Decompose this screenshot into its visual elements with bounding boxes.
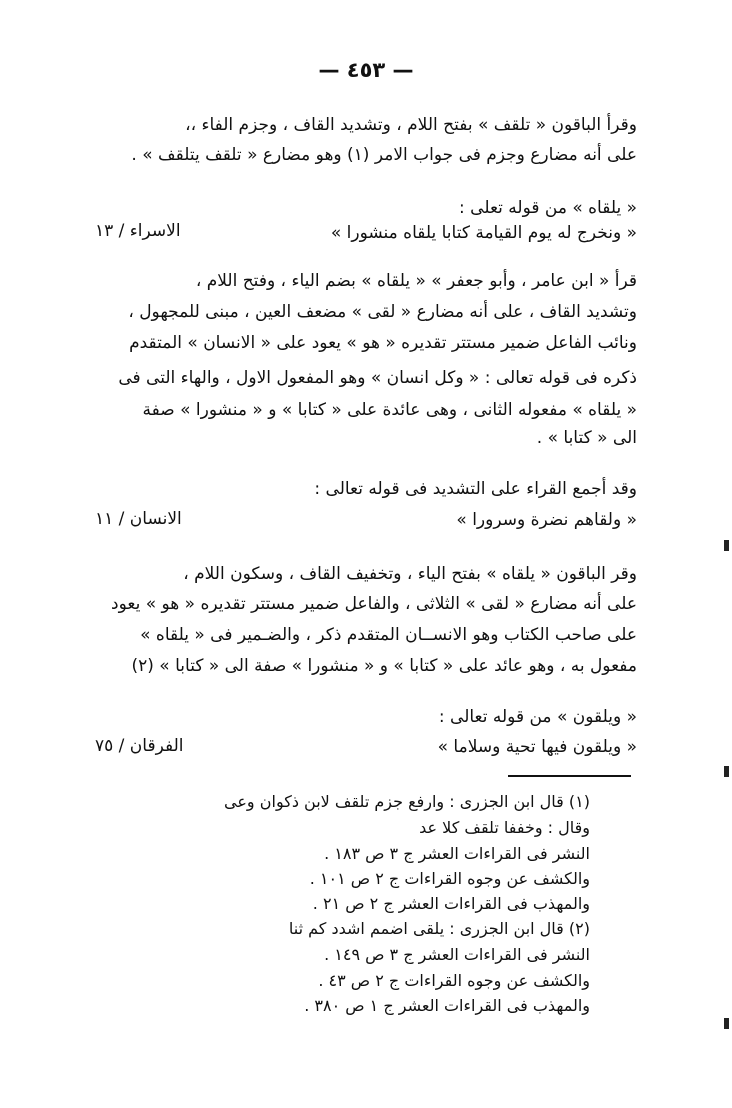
quran-verse: « ولقاهم نضرة وسرورا » bbox=[456, 510, 637, 530]
text-line: على صاحب الكتاب وهو الانســان المتقدم ذكر ، والضـمير فى « يلقاه » bbox=[140, 625, 637, 645]
footnote-line: (١) قال ابن الجزرى : وارفع جزم تلقف لابن ذكوان وعى bbox=[224, 792, 590, 811]
footnote-line: النشر فى القراءات العشر ج ٣ ص ١٤٩ . bbox=[324, 945, 590, 964]
text-line: « يلقاه » مفعوله الثانى ، وهى عائدة على « كتابا » و « منشورا » صفة bbox=[142, 400, 637, 420]
text-line: على أنه مضارع وجزم فى جواب الامر (١) وهو مضارع « تلقف يتلقف » . bbox=[131, 145, 637, 165]
text-line: الى « كتابا » . bbox=[536, 428, 637, 448]
text-line: على أنه مضارع « لقى » الثلاثى ، والفاعل ضمير مستتر تقديره « هو » يعود bbox=[111, 594, 637, 614]
verse-reference: الفرقان / ٧٥ bbox=[95, 736, 184, 756]
footnote-line: والكشف عن وجوه القراءات ج ٢ ص ٤٣ . bbox=[318, 971, 590, 990]
scan-mark bbox=[724, 540, 729, 551]
verse-reference: الانسان / ١١ bbox=[95, 509, 182, 529]
text-line: ونائب الفاعل ضمير مستتر تقديره « هو » يعود على « الانسان » المتقدم bbox=[129, 333, 637, 353]
verse-intro: وقد أجمع القراء على التشديد فى قوله تعالى : bbox=[314, 479, 637, 499]
verse-reference: الاسراء / ١٣ bbox=[95, 221, 181, 241]
scan-mark bbox=[724, 1018, 729, 1029]
scan-mark bbox=[724, 766, 729, 777]
footnote-line: وقال : وخففا تلقف كلا عد bbox=[419, 818, 590, 837]
footnote-line: والكشف عن وجوه القراءات ج ٢ ص ١٠١ . bbox=[309, 869, 590, 888]
footnote-separator bbox=[508, 775, 631, 777]
quran-verse: « ونخرج له يوم القيامة كتابا يلقاه منشورا » bbox=[330, 223, 637, 243]
text-line: وقر الباقون « يلقاه » بفتح الياء ، وتخفيف القاف ، وسكون اللام ، bbox=[183, 564, 637, 584]
text-line: وقرأ الباقون « تلقف » بفتح اللام ، وتشديد القاف ، وجزم الفاء ،، bbox=[185, 115, 637, 135]
footnote-line: والمهذب فى القراءات العشر ج ١ ص ٣٨٠ . bbox=[304, 996, 590, 1015]
verse-intro: « ويلقون » من قوله تعالى : bbox=[438, 707, 637, 727]
text-line: وتشديد القاف ، على أنه مضارع « لقى » مضعف العين ، مبنى للمجهول ، bbox=[128, 302, 637, 322]
verse-intro: « يلقاه » من قوله تعلى : bbox=[459, 198, 637, 218]
text-line: مفعول به ، وهو عائد على « كتابا » و « منشورا » صفة الى « كتابا » (٢) bbox=[131, 656, 637, 676]
quran-verse: « ويلقون فيها تحية وسلاما » bbox=[437, 737, 637, 757]
page-number: — ٤٥٣ — bbox=[318, 58, 414, 82]
footnote-line: النشر فى القراءات العشر ج ٣ ص ١٨٣ . bbox=[324, 844, 590, 863]
text-line: ذكره فى قوله تعالى : « وكل انسان » وهو المفعول الاول ، والهاء التى فى bbox=[118, 368, 637, 388]
footnote-line: والمهذب فى القراءات العشر ج ٢ ص ٢١ . bbox=[312, 894, 590, 913]
footnote-line: (٢) قال ابن الجزرى : يلقى اضمم اشدد كم ثنا bbox=[288, 919, 590, 938]
text-line: قرأ « ابن عامر ، وأبو جعفر » « يلقاه » بضم الياء ، وفتح اللام ، bbox=[195, 271, 637, 291]
